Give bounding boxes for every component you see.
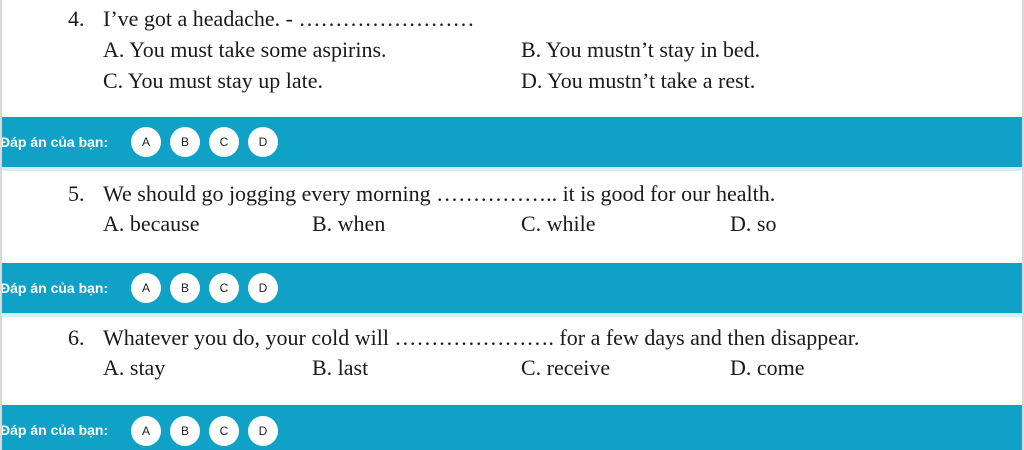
option-c: C. You must stay up late. <box>103 68 324 93</box>
question-number: 4. <box>68 6 85 31</box>
question-5 <box>0 179 1024 209</box>
option-c: C. while <box>521 211 596 236</box>
question-6 <box>0 323 1024 353</box>
option-a: A. because <box>103 211 200 236</box>
choice-b-button[interactable]: B <box>170 127 200 157</box>
question-text: Whatever you do, your cold will …………………. for a few days and then disappear. <box>103 325 860 350</box>
answer-bar-q4 <box>0 117 1024 171</box>
option-a: A. stay <box>103 355 166 380</box>
question-number: 5. <box>68 181 85 206</box>
choice-c-button[interactable]: C <box>209 273 239 303</box>
choice-d-button[interactable]: D <box>248 273 278 303</box>
answer-bar-q6 <box>0 405 1024 450</box>
answer-label: Đáp án của bạn: <box>0 280 109 296</box>
choice-d-button[interactable]: D <box>248 416 278 446</box>
question-text: We should go jogging every morning …………….. it is good for our health. <box>103 181 776 206</box>
choice-b-button[interactable]: B <box>170 273 200 303</box>
question-number: 6. <box>68 325 85 350</box>
choice-b-button[interactable]: B <box>170 416 200 446</box>
option-d: D. so <box>730 211 777 236</box>
choice-c-button[interactable]: C <box>209 127 239 157</box>
option-b: B. You mustn’t stay in bed. <box>521 37 761 62</box>
option-b: B. when <box>312 211 386 236</box>
answer-label: Đáp án của bạn: <box>0 422 109 438</box>
option-b: B. last <box>312 355 369 380</box>
question-text: I’ve got a headache. - …………………… <box>103 6 475 31</box>
choice-a-button[interactable]: A <box>131 416 161 446</box>
question-4 <box>0 4 1024 34</box>
option-d: D. come <box>730 355 805 380</box>
choice-a-button[interactable]: A <box>131 273 161 303</box>
option-c: C. receive <box>521 355 611 380</box>
answer-bar-q5 <box>0 263 1024 317</box>
option-a: A. You must take some aspirins. <box>103 37 387 62</box>
option-d: D. You mustn’t take a rest. <box>521 68 756 93</box>
choice-c-button[interactable]: C <box>209 416 239 446</box>
choice-a-button[interactable]: A <box>131 127 161 157</box>
choice-d-button[interactable]: D <box>248 127 278 157</box>
answer-label: Đáp án của bạn: <box>0 134 109 150</box>
